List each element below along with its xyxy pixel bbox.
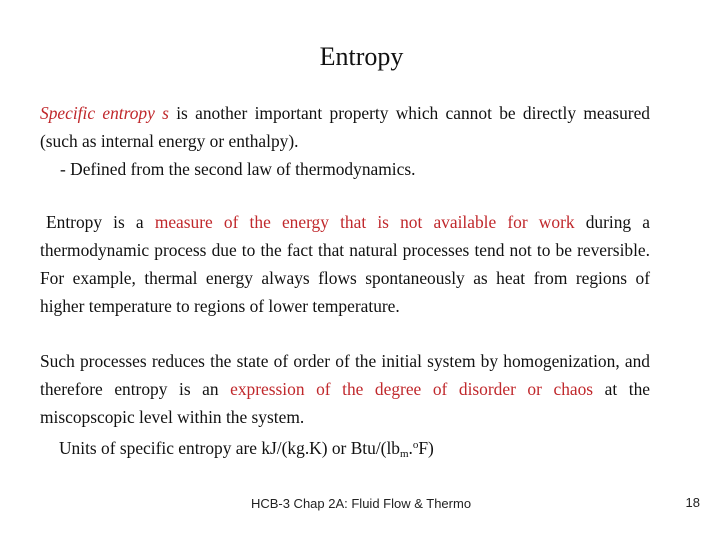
paragraph-specific-entropy	[40, 99, 650, 183]
p3-text-a: Such processes reduces the state of order of the initial system by homogenization, and therefore entropy is an	[40, 351, 650, 399]
units-text-a: Units of specific entropy are kJ/(kg.K) or Btu/(lb	[59, 438, 400, 458]
units-text-b: .	[408, 438, 413, 458]
paragraph-disorder	[40, 347, 650, 468]
p2-text-a: Entropy is a	[46, 212, 155, 232]
paragraph-entropy-measure	[40, 208, 650, 320]
p3-highlight: expression of the degree of disorder or chaos	[230, 379, 594, 399]
p3-text-b: at the miscopscopic level within the system.	[40, 379, 650, 427]
p1-text: is another important property which cannot be directly measured (such as internal energy or enthalpy).	[40, 103, 650, 151]
units-sup: o	[412, 439, 419, 451]
units-line	[40, 431, 650, 468]
p1-definition-line: - Defined from the second law of thermodynamics.	[60, 159, 416, 179]
specific-entropy-term: Specific entropy s	[40, 103, 169, 123]
units-text-c: F)	[418, 438, 434, 458]
p2-highlight: measure of the energy that is not available for work	[154, 212, 575, 232]
slide-title: Entropy	[319, 42, 404, 71]
units-sub: m	[399, 448, 409, 460]
p2-text-b: during a thermodynamic process due to the fact that natural processes tend not to be reversible. For example, thermal energy always flows spontaneously as heat from regions of higher temperature to regions of lower temperature.	[40, 212, 650, 316]
page-number: 18	[685, 495, 700, 510]
footer-course-label: HCB-3 Chap 2A: Fluid Flow & Thermo	[250, 496, 472, 511]
